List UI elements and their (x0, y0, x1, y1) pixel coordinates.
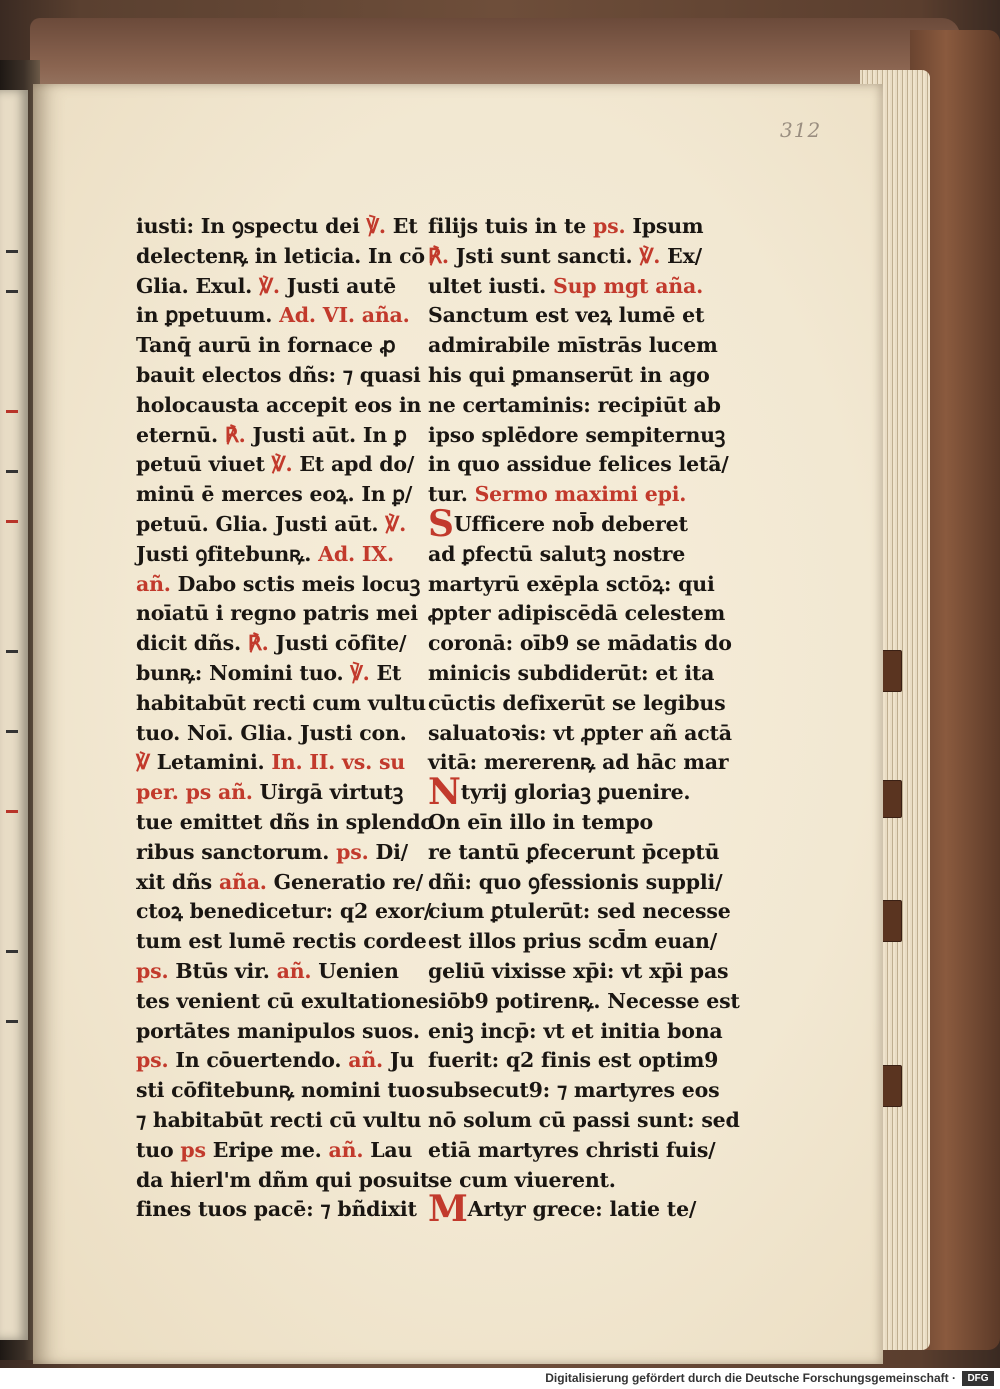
rubric-text: ps. (136, 1048, 169, 1073)
text-line (428, 659, 740, 689)
text-segment: in quo assidue felices letā/ (428, 452, 729, 477)
page-tab (880, 780, 902, 818)
text-segment: ⁊ habitabūt recti cū vultu (136, 1107, 422, 1132)
text-segment: xit dñs (136, 869, 219, 894)
text-segment: Btūs vir. (168, 958, 277, 983)
text-segment: nō solum cū passi sunt: sed (428, 1107, 740, 1132)
text-line (428, 927, 740, 957)
text-line (428, 540, 740, 570)
text-line (136, 570, 434, 600)
initial-letter: M (428, 1188, 468, 1231)
text-line (428, 1076, 740, 1106)
text-column-right (428, 212, 740, 1231)
text-line (136, 1195, 434, 1225)
dfg-logo: DFG (962, 1371, 994, 1386)
text-line (428, 212, 740, 242)
text-segment: admirabile mīstrās lucem (428, 333, 718, 358)
rubric-text: Sermo maximi epi. (474, 482, 687, 507)
rubric-text: ps. (593, 214, 626, 238)
text-segment: da hierl'm dñm qui posuit (136, 1167, 430, 1192)
rubric-text: añ. (136, 571, 171, 596)
text-line (136, 808, 434, 838)
rubric-text: ℣. (366, 214, 386, 238)
text-line (136, 897, 434, 927)
text-segment: his qui ꝑmanserūt in ago (428, 362, 710, 387)
text-segment: saluatoꝛis: vt ꝓpter añ actā (428, 720, 732, 745)
text-segment: cium ꝑtulerūt: sed necesse (428, 899, 731, 924)
rubric-text: ℣. (259, 273, 280, 298)
text-line (428, 301, 740, 331)
text-line (428, 808, 740, 838)
text-segment: vitā: mererenꝶ ad hāc mar (428, 750, 729, 775)
text-segment: tyrij gloriaꝫ ꝑuenire. (460, 780, 691, 805)
text-line (136, 272, 434, 302)
text-line (136, 1106, 434, 1136)
text-segment: tuo (136, 1137, 181, 1162)
initial-letter: S (428, 502, 454, 545)
text-segment: Glia. Exul. (136, 273, 260, 298)
text-line (428, 748, 740, 778)
text-line (428, 480, 740, 510)
text-line (136, 927, 434, 957)
text-segment: eternū. (136, 422, 225, 447)
rubric-text: ℣ (136, 750, 150, 775)
text-segment: Tanq̄ aurū in fornace ꝓ (136, 333, 396, 358)
text-segment: Generatio re/ (266, 869, 424, 894)
text-segment: ctoꝝ benedicetur: q2 exor/ (136, 899, 432, 924)
text-line (428, 957, 740, 987)
text-segment: est illos prius scd̄m euan/ (428, 929, 718, 954)
text-line (428, 1188, 740, 1231)
text-segment: On eīn illo in tempo (428, 809, 653, 834)
text-segment: delectenꝶ in leticia. In cō (136, 243, 425, 268)
text-line (428, 838, 740, 868)
text-segment: sti cōfitebunꝶ nomini tuo: (136, 1078, 433, 1103)
text-line (136, 987, 434, 1017)
text-segment: dñi: quo ꝯfessionis suppli/ (428, 869, 723, 894)
text-segment: etiā martyres christi fuis/ (428, 1137, 716, 1162)
text-line (136, 838, 434, 868)
text-line (428, 987, 740, 1017)
text-segment: Et (369, 660, 402, 685)
text-line (428, 421, 740, 451)
text-segment: Jsti sunt sancti. (448, 243, 640, 268)
text-segment: se cum viuerent. (428, 1167, 616, 1192)
text-line (136, 629, 434, 659)
text-line (136, 242, 434, 272)
text-segment: re tantū ꝑfecerunt p̄ceptū (428, 839, 720, 864)
text-segment: Uenien (311, 958, 399, 983)
text-segment: Sanctum est veꝝ lumē et (428, 303, 705, 328)
text-line (428, 272, 740, 302)
text-line (136, 778, 434, 808)
rubric-text: ps. (336, 839, 369, 864)
page-tab (880, 900, 902, 942)
text-line (136, 689, 434, 719)
text-segment: Eripe me. (205, 1137, 329, 1162)
text-line (136, 1046, 434, 1076)
text-segment: fuerit: q2 finis est optim9 (428, 1048, 719, 1073)
text-line (428, 242, 740, 272)
text-line (136, 391, 434, 421)
text-segment: Uirgā virtutꝫ (252, 780, 404, 805)
text-segment: In cōuertendo. (168, 1048, 349, 1073)
rubric-text: per. ps añ. (136, 780, 253, 805)
text-line (136, 421, 434, 451)
text-line (428, 689, 740, 719)
text-line (428, 1106, 740, 1136)
text-segment: ribus sanctorum. (136, 839, 337, 864)
footer-credit: Digitalisierung gefördert durch die Deutsche Forschungsgemeinschaft · (545, 1371, 956, 1385)
rubric-text: Ad. IX. (318, 541, 394, 566)
rubric-text: ℟. (247, 631, 269, 656)
text-line (136, 1166, 434, 1196)
page-tab (880, 650, 902, 692)
text-line (136, 659, 434, 689)
text-line (136, 1136, 434, 1166)
text-segment: minicis subdiderūt: et ita (428, 660, 715, 685)
text-line (136, 331, 434, 361)
text-line (136, 599, 434, 629)
text-line (136, 1017, 434, 1047)
text-line (136, 957, 434, 987)
rubric-text: ℣. (350, 660, 370, 685)
text-segment: tur. (428, 482, 475, 507)
text-segment: siōb9 potirenꝶ. Necesse est (428, 988, 740, 1013)
text-line (136, 510, 434, 540)
text-segment: Justi cōfite/ (268, 631, 407, 656)
text-segment: filijs tuis in te (428, 214, 593, 238)
text-segment: in ꝑpetuum. (136, 303, 280, 328)
text-line (428, 1046, 740, 1076)
text-line (136, 450, 434, 480)
text-segment: tum est lumē rectis corde (136, 929, 427, 954)
text-segment: eniꝫ incp̄: vt et initia bona (428, 1018, 723, 1043)
previous-leaf-edge (0, 90, 28, 1340)
text-segment: ad ꝑfectū salutꝫ nostre (428, 541, 686, 566)
text-segment: Et (385, 214, 418, 238)
text-segment: martyrū exēpla sctōꝝ: qui (428, 571, 715, 596)
rubric-text: añ. (328, 1137, 364, 1162)
text-segment: ultet iusti. (428, 273, 553, 298)
initial-letter: N (428, 771, 461, 814)
text-segment: bauit electos dñs: ⁊ quasi (136, 362, 421, 387)
text-line (428, 391, 740, 421)
rubric-text: ps (180, 1137, 206, 1162)
text-segment: ne certaminis: recipiūt ab (428, 392, 721, 417)
text-segment: Lau (363, 1137, 413, 1162)
rubric-text: ℟. (224, 422, 246, 447)
rubric-text: ℣. (385, 511, 407, 536)
text-segment: iusti: In ꝯspectu dei (136, 214, 367, 238)
text-line (136, 748, 434, 778)
rubric-text: Sup mgt aña. (552, 273, 704, 298)
text-segment: Justi aūt. In ꝑ (245, 422, 407, 447)
page-tab (880, 1065, 902, 1107)
rubric-text: añ. (276, 958, 312, 983)
text-segment: tuo. Noī. Glia. Justi con. (136, 720, 407, 745)
text-segment: Ju (382, 1048, 415, 1073)
text-line (428, 629, 740, 659)
text-segment: minū ē merces eoꝝ. In ꝑ/ (136, 482, 413, 507)
text-segment: Artyr grece: latie te/ (467, 1197, 697, 1222)
text-segment: geliū vixisse xp̄i: vt xp̄i pas (428, 958, 729, 983)
text-line (428, 1166, 740, 1196)
text-line (136, 868, 434, 898)
text-segment: portātes manipulos suos. (136, 1018, 420, 1043)
text-segment: Ipsum (625, 214, 704, 238)
text-column-left (136, 212, 434, 1225)
footer-bar (0, 1368, 1000, 1389)
text-segment: holocausta accepit eos in (136, 392, 422, 417)
text-segment: petuū viuet (136, 452, 272, 477)
text-line (428, 331, 740, 361)
text-line (136, 1076, 434, 1106)
text-line (136, 540, 434, 570)
text-line (428, 361, 740, 391)
text-line (136, 212, 434, 242)
rubric-text: ℟. (428, 243, 449, 268)
folio-number: 312 (780, 118, 822, 142)
text-line (428, 570, 740, 600)
text-line (136, 719, 434, 749)
rubric-text: añ. (348, 1048, 383, 1073)
rubric-text: aña. (218, 869, 267, 894)
text-line (136, 361, 434, 391)
text-line (428, 450, 740, 480)
text-segment: Ex/ (660, 243, 702, 268)
rubric-text: In. II. vs. su (271, 750, 406, 775)
text-segment: Ufficere nob̄ deberet (453, 511, 688, 536)
text-line (428, 771, 740, 814)
text-segment: dicit dñs. (136, 631, 248, 656)
text-line (136, 480, 434, 510)
text-segment: ꝓpter adipiscēdā celestem (428, 601, 726, 626)
text-line (428, 719, 740, 749)
text-segment: Justi ꝯfitebunꝶ. (136, 541, 319, 566)
text-segment: cūctis defixerūt se legibus (428, 690, 726, 715)
text-segment: fines tuos pacē: ⁊ bñdixit (136, 1197, 417, 1222)
text-segment: bunꝶ: Nomini tuo. (136, 660, 351, 685)
text-line (428, 1017, 740, 1047)
rubric-text: ℣. (639, 243, 661, 268)
text-segment: Letamini. (149, 750, 272, 775)
text-segment: tes venient cū exultatione (136, 988, 429, 1013)
text-segment: tue emittet dñs in splendo (136, 809, 434, 834)
text-segment: noīatū i regno patris mei (136, 601, 418, 626)
text-segment: habitabūt recti cum vultu (136, 690, 426, 715)
text-line (428, 868, 740, 898)
text-segment: Dabo sctis meis locuꝫ (170, 571, 421, 596)
rubric-text: ℣. (271, 452, 293, 477)
text-line (136, 301, 434, 331)
text-segment: ipso splēdore sempiternuꝫ (428, 422, 726, 447)
rubric-text: ps. (136, 958, 169, 983)
text-line (428, 1136, 740, 1166)
text-segment: Et apd do/ (292, 452, 415, 477)
rubric-text: Ad. VI. aña. (279, 303, 410, 328)
text-segment: coronā: oīb9 se mādatis do (428, 631, 732, 656)
text-line (428, 502, 740, 545)
text-line (428, 897, 740, 927)
text-line (428, 599, 740, 629)
text-segment: Justi autē (279, 273, 397, 298)
text-segment: petuū. Glia. Justi aūt. (136, 511, 386, 536)
text-segment: Di/ (368, 839, 408, 864)
text-segment: subsecut9: ⁊ martyres eos (428, 1078, 720, 1103)
